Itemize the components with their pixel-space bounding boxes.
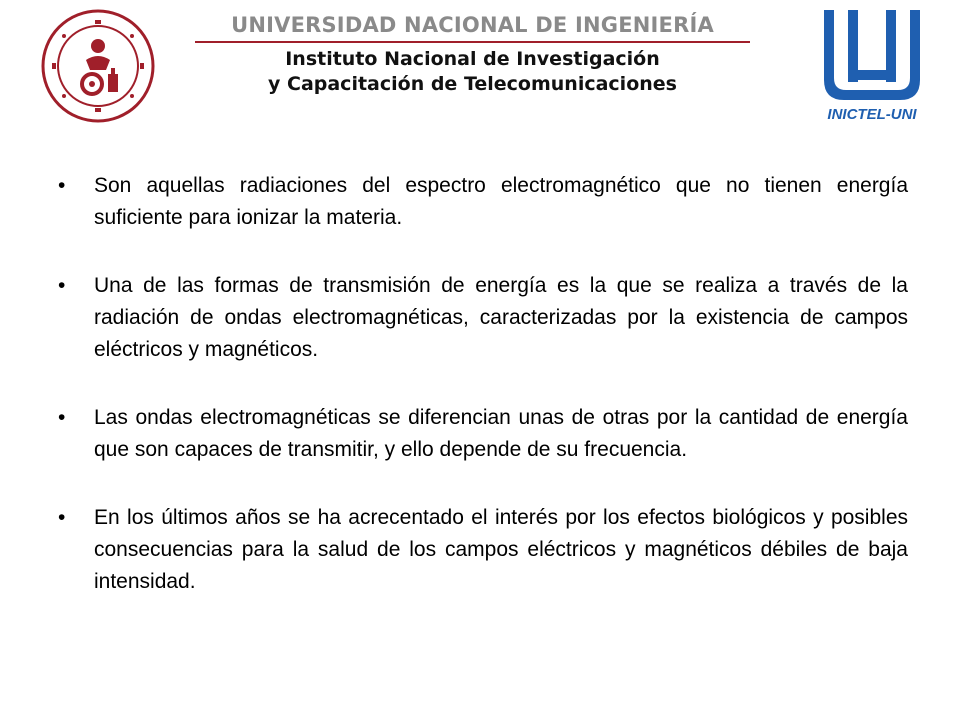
inictel-label: INICTEL-UNI [827,106,917,123]
bullet-text: Son aquellas radiaciones del espectro electromagnético que no tienen energía suficiente para ionizar la materia. [94,174,908,229]
bullet-text: Una de las formas de transmisión de energía es la que se realiza a través de la radiación de ondas electromagnéticas, caracterizadas por la existencia de campos eléctricos y magnéticos. [94,274,908,361]
bullet-dot: • [58,506,66,529]
bullet-dot: • [58,174,66,197]
bullet-dot: • [58,406,66,429]
university-title: UNIVERSIDAD NACIONAL DE INGENIERÍA [231,13,714,37]
bullet-text: Las ondas electromagnéticas se diferencian unas de otras por la cantidad de energía que son capaces de transmitir, y ello depende de su frecuencia. [94,406,908,461]
list-item [58,270,908,366]
header-block [195,12,750,97]
list-item [58,502,908,598]
institute-line-2: y Capacitación de Telecomunicaciones [268,73,677,95]
bullet-text: En los últimos años se ha acrecentado el interés por los efectos biológicos y posibles consecuencias para la salud de los campos eléctricos y magnéticos débiles de baja intensidad. [94,506,908,593]
uni-seal-logo [40,8,156,124]
inictel-logo [820,8,924,128]
list-item [58,402,908,466]
list-item [58,170,908,234]
header-divider [195,41,750,43]
bullet-dot: • [58,274,66,297]
institute-line-1: Instituto Nacional de Investigación [285,48,660,70]
bullet-list [58,170,908,634]
